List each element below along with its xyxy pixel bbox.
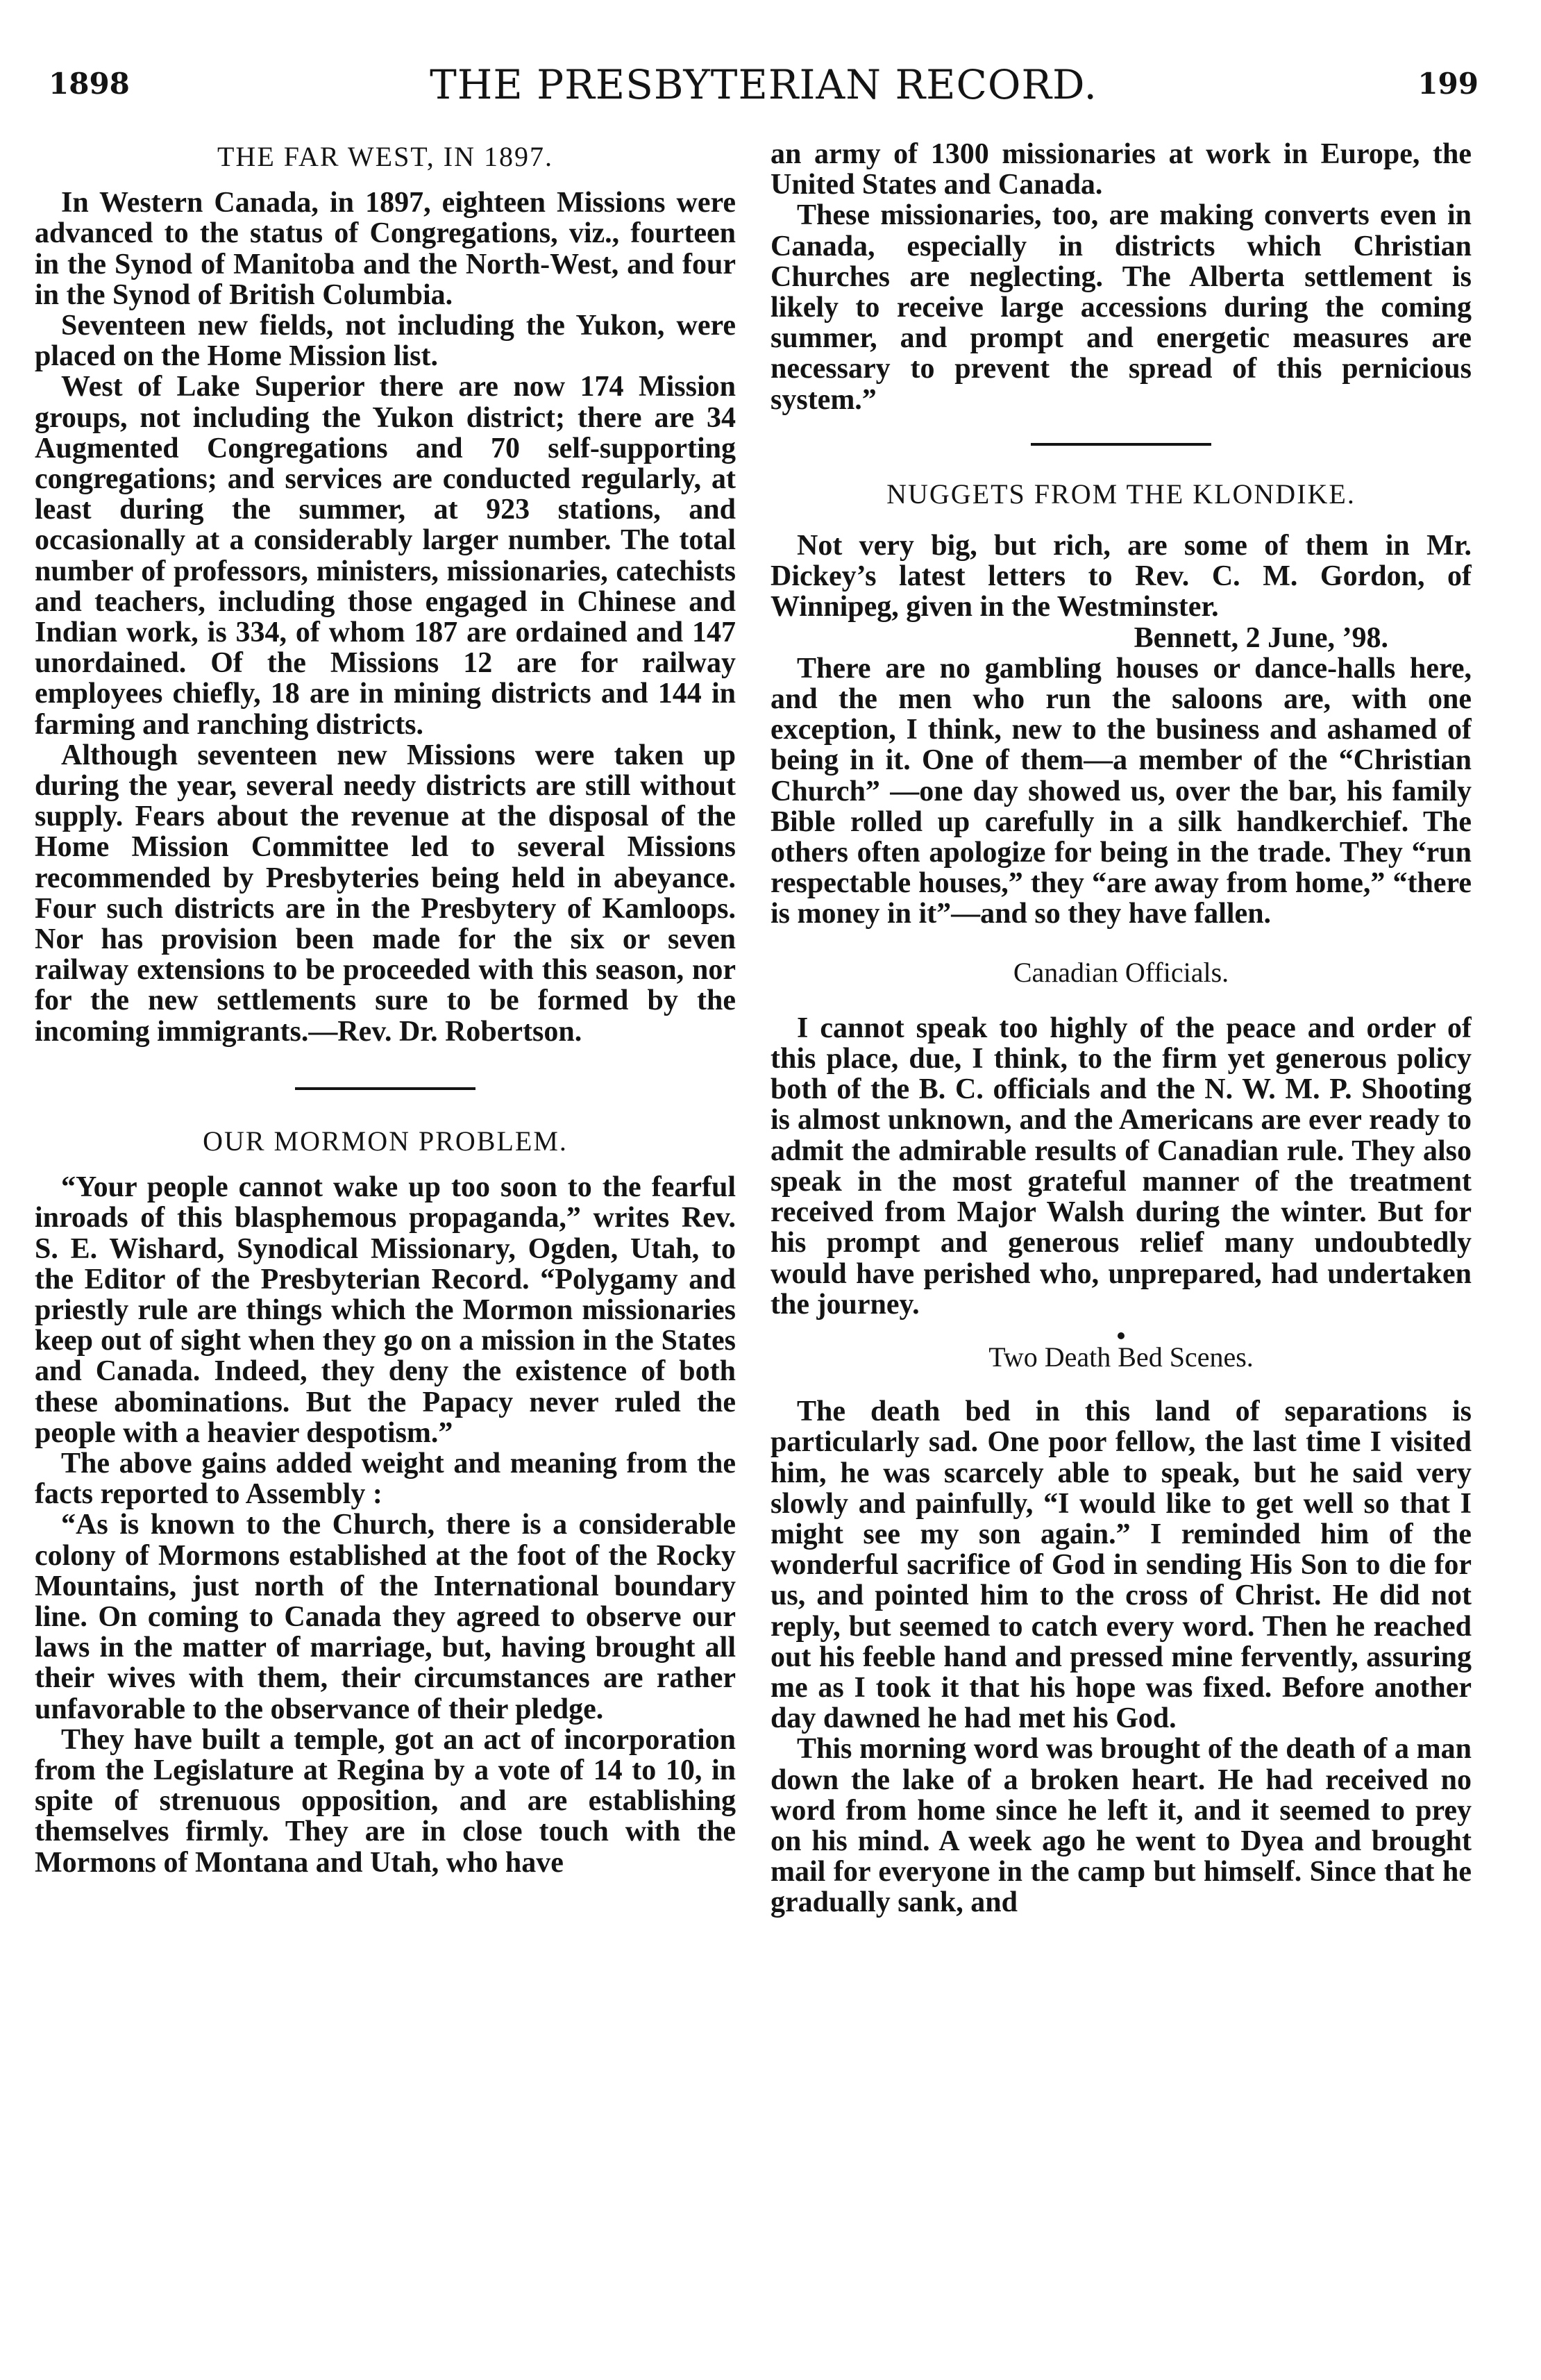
article-heading-far-west: THE FAR WEST, IN 1897.: [217, 141, 553, 172]
left-column: [35, 139, 736, 2347]
paragraph: West of Lake Superior there are now 174 Mission groups, not including the Yukon district; there are 34 Augmented Congregations and 70 self-supporting congregations; and services are conducted regularly, at least during the summer, at 923 stations, and occasionally at a considerably larger number. The total number of professors, ministers, missionaries, catechists and teachers, including those engaged in Chinese and Indian work, is 334, of whom 187 are ordained and 147 unordained. Of the Missions 12 are for railway employees chiefly, 18 are in mining districts and 144 in farming and ranching districts.: [35, 371, 736, 741]
article-heading-nuggets: NUGGETS FROM THE KLONDIKE.: [886, 478, 1356, 510]
subheading-canadian-officials: Canadian Officials.: [1013, 956, 1229, 988]
section-divider: [1031, 443, 1211, 446]
paragraph: These missionaries, too, are making converts even in Canada, especially in districts which Christian Churches are neglecting. The Alberta settlement is likely to receive large accessions during the coming summer, and prompt and energetic measures are necessary to prevent the spread of this pernicious system.”: [770, 199, 1472, 416]
paragraph: an army of 1300 missionaries at work in Europe, the United States and Canada.: [770, 139, 1472, 201]
page-number: 199: [1417, 67, 1479, 101]
right-column: [770, 139, 1472, 2347]
header-year: 1898: [49, 67, 130, 101]
paragraph: Seventeen new fields, not including the Yukon, were placed on the Home Mission list.: [35, 310, 736, 373]
running-header: [49, 61, 1479, 110]
paragraph: “As is known to the Church, there is a considerable colony of Mormons established at the foot of the Rocky Mountains, just north of the International boundary line. On coming to Canada they agreed to observe our laws in the matter of marriage, but, having brought all their wives with them, their circumstances are rather unfavorable to the observance of their pledge.: [35, 1509, 736, 1725]
paragraph: In Western Canada, in 1897, eighteen Missions were advanced to the status of Congregations, viz., fourteen in the Synod of Manitoba and the North-West, and four in the Synod of British Columbia.: [35, 187, 736, 311]
publication-title: THE PRESBYTERIAN RECORD.: [430, 61, 1097, 108]
paragraph: The above gains added weight and meaning from the facts reported to Assembly :: [35, 1447, 736, 1511]
paragraph: They have built a temple, got an act of incorporation from the Legislature at Regina by a vote of 14 to 10, in spite of strenuous opposition, and are establishing themselves firmly. They are in close touch with the Mormons of Montana and Utah, who have: [35, 1723, 736, 1879]
dateline: Bennett, 2 June, ’98.: [1134, 621, 1388, 654]
paragraph: Although seventeen new Missions were taken up during the year, several needy districts are still without supply. Fears about the revenue at the disposal of the Home Mission Committee led to several Missions recommended by Presbyteries being held in abeyance. Four such districts are in the Presbytery of Kamloops. Nor has provision been made for the six or seven railway extensions to be proceeded with this season, nor for the new settlements sure to be formed by the incoming immigrants.—Rev. Dr. Robertson.: [35, 739, 736, 1048]
article-heading-mormon: OUR MORMON PROBLEM.: [203, 1125, 568, 1157]
ornament-dot: [1118, 1332, 1125, 1339]
paragraph: The death bed in this land of separations is particularly sad. One poor fellow, the last time I visited him, he was scarcely able to speak, but he said very slowly and painfully, “I would like to get well so that I might see my son again.” I reminded him of the wonderful sacrifice of God in sending His Son to die for us, and pointed him to the cross of Christ. He did not reply, but seemed to catch every word. Then he reached out his feeble hand and pressed mine fervently, assuring me as I took it that his hope was fixed. Before another day dawned he had met his God.: [770, 1396, 1472, 1735]
section-divider: [295, 1087, 475, 1090]
paragraph: There are no gambling houses or dance-halls here, and the men who run the saloons are, with one exception, I think, new to the business and ashamed of being in it. One of them—a member of the “Christian Church” —one day showed us, over the bar, his family Bible rolled up carefully in a silk handkerchief. The others often apologize for being in the trade. They “run respectable houses,” they “are away from home,” “there is money in it”—and so they have fallen.: [770, 652, 1472, 930]
paragraph: “Your people cannot wake up too soon to the fearful inroads of this blasphemous propaganda,” writes Rev. S. E. Wishard, Synodical Missionary, Ogden, Utah, to the Editor of the Presbyterian Record. “Polygamy and priestly rule are things which the Mormon missionaries keep out of sight when they go on a mission in the States and Canada. Indeed, they deny the existence of both these abominations. But the Papacy never ruled the people with a heavier despotism.”: [35, 1171, 736, 1449]
subheading-death-bed: Two Death Bed Scenes.: [988, 1341, 1254, 1373]
paragraph: I cannot speak too highly of the peace and order of this place, due, I think, to the firm yet generous policy both of the B. C. officials and the N. W. M. P. Shooting is almost unknown, and the Americans are ever ready to admit the admirable results of Canadian rule. They also speak in the most grateful manner of the treatment received from Major Walsh during the winter. But for his prompt and generous relief many undoubtedly would have perished who, unprepared, had undertaken the journey.: [770, 1012, 1472, 1321]
paragraph: Not very big, but rich, are some of them in Mr. Dickey’s latest letters to Rev. C. M. Gordon, of Winnipeg, given in the Westminster.: [770, 530, 1472, 623]
paragraph: This morning word was brought of the death of a man down the lake of a broken heart. He had received no word from home since he left it, and it seemed to prey on his mind. A week ago he went to Dyea and brought mail for everyone in the camp but himself. Since that he gradually sank, and: [770, 1733, 1472, 1919]
